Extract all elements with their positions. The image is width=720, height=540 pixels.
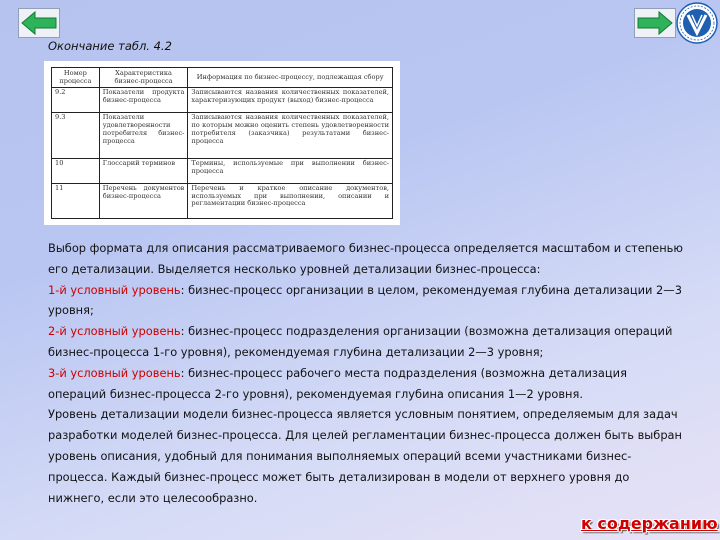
paragraph-level-3 <box>48 363 688 405</box>
paragraph-text: Уровень детализации модели бизнес-процесса является условным понятием, определяемым для задач разработки моделей бизнес-процесса. Для целей регламентации бизнес-процесса должен быть выбран уровень описания, удобный для понимания выполняемых операций всеми участниками бизнес-процесса. Каждый бизнес-процесс может быть детализирован в модели от верхнего уровня до нижнего, если это целесообразно. <box>48 407 682 505</box>
header-cell: Номер процесса <box>52 68 100 88</box>
table-cell: Записываются названия количественных показателей, по которым можно оценить степень удовлетворенности потребителя (заказчика) результатами бизнес-процесса <box>188 112 393 158</box>
table-cell: Записываются названия количественных показателей, характеризующих продукт (выход) бизнес-процесса <box>188 88 393 113</box>
table-cell: Показатели удовлетворенности потребителя бизнес-процесса <box>99 112 188 158</box>
table-caption: Окончание табл. 4.2 <box>48 39 172 53</box>
table-cell: Перечень и краткое описание документов, используемых при выполнении, описании и регламентации бизнес-процесса <box>188 183 393 218</box>
emblem-icon <box>676 2 718 44</box>
header-cell: Характеристика бизнес-процесса <box>99 68 188 88</box>
level-3-label: 3-й условный уровень <box>48 365 181 380</box>
level-2-label: 2-й условный уровень <box>48 324 181 339</box>
paragraph-text: : бизнес-процесс рабочего места подразделения (возможна детализация операций бизнес-процесса 2-го уровня), рекомендуемая глубина описания 1—2 уровня. <box>48 365 627 401</box>
table-cell: Глоссарий терминов <box>99 158 188 183</box>
paragraph-conclusion <box>48 404 688 508</box>
university-logo <box>676 2 718 44</box>
paragraph-level-2 <box>48 321 688 363</box>
table-cell: Показатели продукта бизнес-процесса <box>99 88 188 113</box>
table-cell: 9.3 <box>52 112 100 158</box>
level-1-label: 1-й условный уровень <box>48 282 181 297</box>
scanned-table <box>44 61 400 225</box>
contents-link[interactable]: к содержанию <box>581 514 718 533</box>
table-cell: Термины, используемые при выполнении бизнес-процесса <box>188 158 393 183</box>
prev-slide-button[interactable] <box>18 8 60 38</box>
paragraph-text: : бизнес-процесс организации в целом, рекомендуемая глубина детализации 2—3 уровня; <box>48 282 682 318</box>
paragraph-text: Выбор формата для описания рассматриваемого бизнес-процесса определяется масштабом и степенью его детализации. Выделяется несколько уровней детализации бизнес-процесса: <box>48 241 683 276</box>
table-row <box>52 158 393 183</box>
header-cell: Информация по бизнес-процессу, подлежащая сбору <box>188 68 393 88</box>
table-cell: 10 <box>52 158 100 183</box>
right-arrow-icon <box>634 8 676 38</box>
table-cell: Перечень документов бизнес-процесса <box>99 183 188 218</box>
paragraph-intro <box>48 238 688 280</box>
table-cell: 11 <box>52 183 100 218</box>
process-info-table <box>51 67 393 219</box>
table-row <box>52 183 393 218</box>
paragraph-text: : бизнес-процесс подразделения организации (возможна детализация операций бизнес-процесса 1-го уровня), рекомендуемая глубина детализации 2—3 уровня; <box>48 324 673 359</box>
table-header-row <box>52 68 393 88</box>
table-row <box>52 112 393 158</box>
table-cell: 9.2 <box>52 88 100 113</box>
next-slide-button[interactable] <box>634 8 676 38</box>
left-arrow-icon <box>18 8 60 38</box>
paragraph-level-1 <box>48 280 688 322</box>
table-row <box>52 88 393 113</box>
body-text <box>48 238 688 508</box>
